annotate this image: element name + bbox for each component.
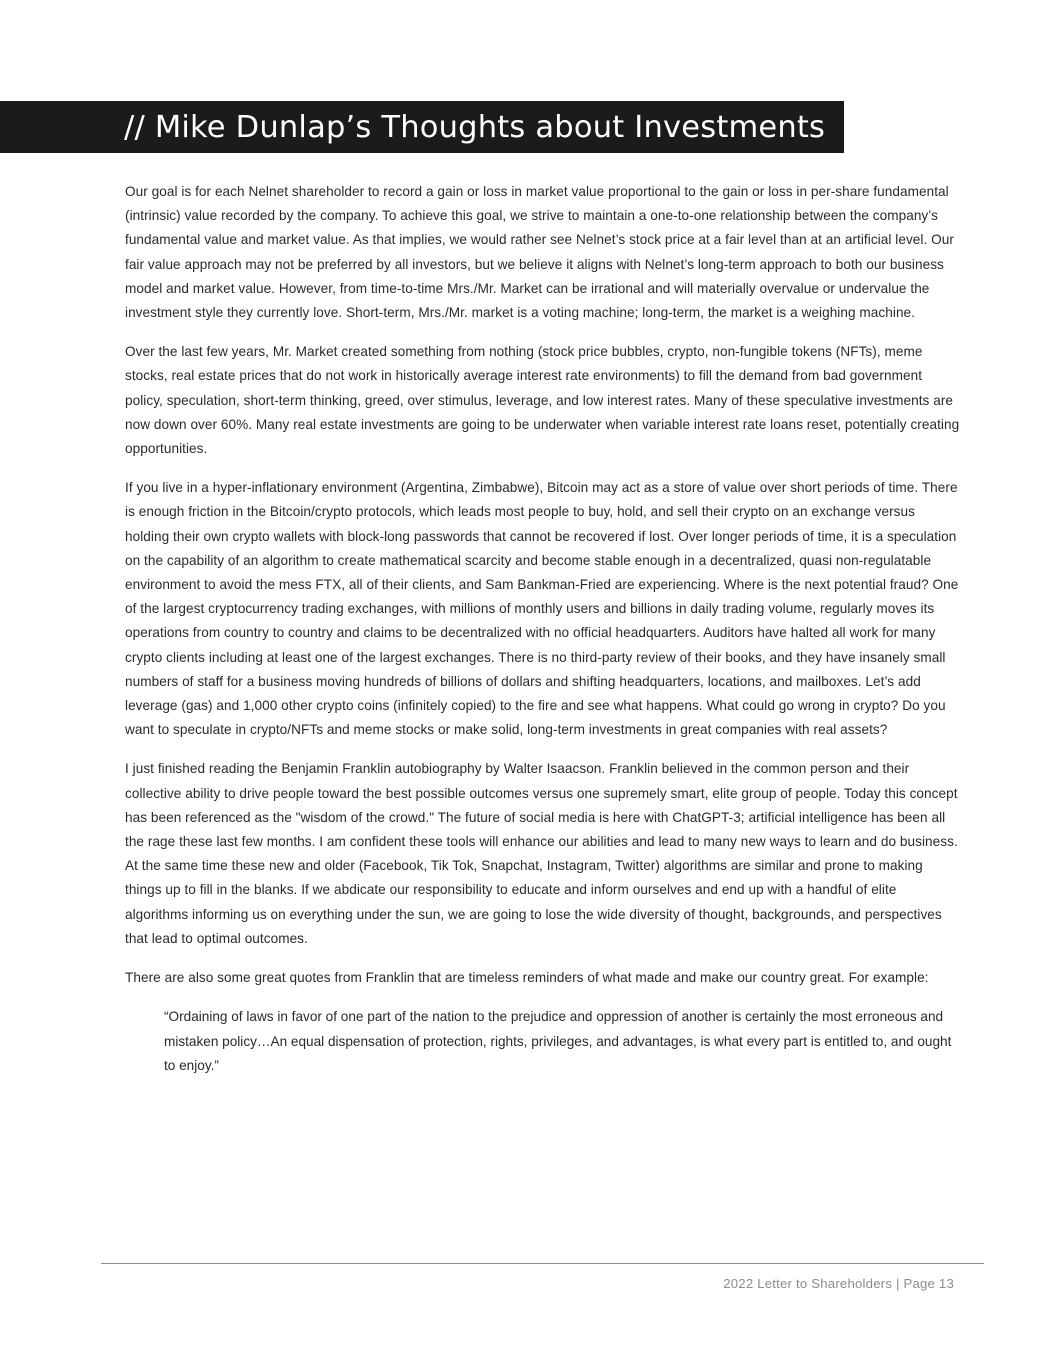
section-title-bar [0,101,844,153]
paragraph-quotes-intro: There are also some great quotes from Franklin that are timeless reminders of what made and make our country great. For example: [125,970,929,986]
page-footer: 2022 Letter to Shareholders | Page 13 [723,1276,954,1291]
franklin-quote: “Ordaining of laws in favor of one part of the nation to the prejudice and oppression of another is certainly the most erroneous and mistaken policy…An equal dispensation of protection, rights, privileges, and advantages, is what every part is entitled to, and ought to enjoy.” [164,1009,952,1073]
paragraph-shareholder-goal: Our goal is for each Nelnet shareholder to record a gain or loss in market value proportional to the gain or loss in per-share fundamental (intrinsic) value recorded by the company. To achieve this goal, we strive to maintain a one-to-one relationship between the company’s fundamental value and market value. As that implies, we would rather see Nelnet’s stock price at a fair level than at an artificial level. Our fair value approach may not be preferred by all investors, but we believe it aligns with Nelnet’s long-term approach to both our business model and market value. However, from time-to-time Mrs./Mr. Market can be irrational and will materially overvalue or undervalue the investment style they currently love. Short-term, Mrs./Mr. market is a voting machine; long-term, the market is a weighing machine. [125,184,954,321]
footer-divider [101,1263,984,1264]
article-body [125,180,961,1078]
paragraph-franklin: I just finished reading the Benjamin Franklin autobiography by Walter Isaacson. Franklin believed in the common person and their collective ability to drive people toward the best possible outcomes versus one supremely smart, elite group of people. Today this concept has been referenced as the "wisdom of the crowd." The future of social media is here with ChatGPT-3; artificial intelligence has been all the rage these last few months. I am confident these tools will enhance our abilities and lead to many new ways to learn and do business. At the same time these new and older (Facebook, Tik Tok, Snapchat, Instagram, Twitter) algorithms are similar and prone to making things up to fill in the blanks. If we abdicate our responsibility to educate and inform ourselves and end up with a handful of elite algorithms informing us on everything under the sun, we are going to lose the wide diversity of thought, backgrounds, and perspectives that lead to optimal outcomes. [125,761,958,946]
paragraph-mr-market: Over the last few years, Mr. Market created something from nothing (stock price bubbles, crypto, non-fungible tokens (NFTs), meme stocks, real estate prices that do not work in historically average interest rate environments) to fill the demand from bad government policy, speculation, short-term thinking, greed, over stimulus, leverage, and low interest rates. Many of these speculative investments are now down over 60%. Many real estate investments are going to be underwater when variable interest rate loans reset, potentially creating opportunities. [125,344,960,457]
paragraph-crypto: If you live in a hyper-inflationary environment (Argentina, Zimbabwe), Bitcoin may act as a store of value over short periods of time. There is enough friction in the Bitcoin/crypto protocols, which leads most people to buy, hold, and sell their crypto on an exchange versus holding their own crypto wallets with block-long passwords that cannot be recovered if lost. Over longer periods of time, it is a speculation on the capability of an algorithm to create mathematical scarcity and become stable enough in a decentralized, quasi non-regulatable environment to avoid the mess FTX, all of their clients, and Sam Bankman-Fried are experiencing. Where is the next potential fraud? One of the largest cryptocurrency trading exchanges, with millions of monthly users and billions in daily trading volume, regularly moves its operations from country to country and claims to be decentralized with no official headquarters. Auditors have halted all work for many crypto clients including at least one of the largest exchanges. There is no third-party review of their books, and they have insanely small numbers of staff for a business moving hundreds of billions of dollars and shifting headquarters, locations, and mailboxes. Let’s add leverage (gas) and 1,000 other crypto coins (infinitely copied) to the fire and see what happens. What could go wrong in crypto? Do you want to speculate in crypto/NFTs and meme stocks or make solid, long-term investments in great companies with real assets? [125,480,959,738]
section-title: // Mike Dunlap’s Thoughts about Investments [124,110,826,145]
